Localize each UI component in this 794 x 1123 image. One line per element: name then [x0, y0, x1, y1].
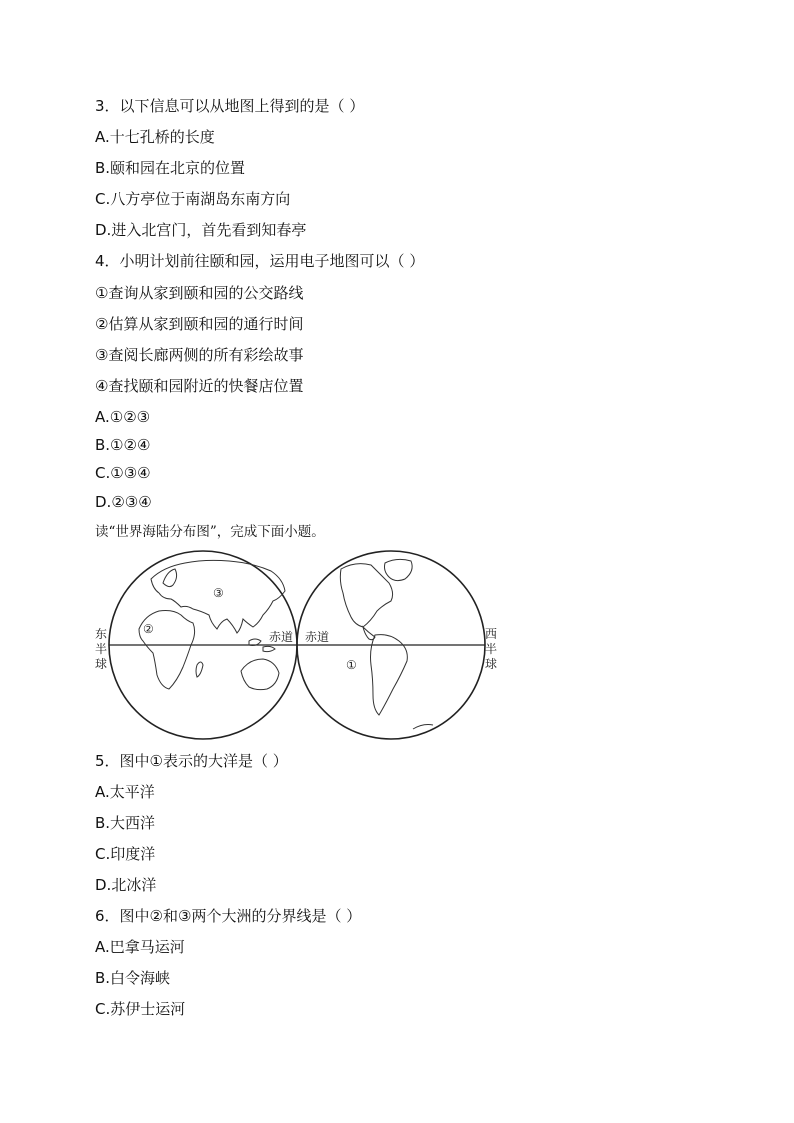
q5-option-b: B.大西洋 — [95, 814, 156, 832]
continent-marker-2: ② — [143, 622, 154, 636]
q6-option-c: C.苏伊士运河 — [95, 1000, 186, 1018]
australia-shape — [241, 659, 279, 690]
q6-stem: 6．图中②和③两个大洲的分界线是（ ） — [95, 907, 362, 925]
equator-label-east: 赤道 — [269, 630, 294, 644]
q5-option-c: C.印度洋 — [95, 845, 156, 863]
west-hemisphere-label-char1: 西 — [485, 627, 498, 641]
greenland-shape — [385, 559, 413, 580]
world-land-sea-map — [93, 549, 503, 741]
west-hemisphere-label-char3: 球 — [485, 657, 498, 671]
q4-option-b: B.①②④ — [95, 436, 151, 454]
q6-option-b: B.白令海峡 — [95, 969, 171, 987]
south-america-shape — [371, 635, 408, 715]
q4-option-c: C.①③④ — [95, 464, 151, 482]
q4-option-d: D.②③④ — [95, 493, 152, 511]
madagascar-shape — [196, 662, 203, 677]
q3-option-a: A.十七孔桥的长度 — [95, 128, 215, 146]
continent-marker-3: ③ — [213, 586, 224, 600]
q4-option-a: A.①②③ — [95, 408, 151, 426]
north-america-shape — [340, 564, 392, 627]
east-hemisphere-label-char2: 半 — [95, 642, 108, 656]
scandinavia-shape — [163, 569, 177, 587]
east-hemisphere-label-char1: 东 — [95, 627, 108, 641]
q5-option-a: A.太平洋 — [95, 783, 155, 801]
q5-stem: 5．图中①表示的大洋是（ ） — [95, 752, 288, 770]
map-intro: 读“世界海陆分布图”，完成下面小题。 — [95, 524, 325, 540]
q3-option-b: B.颐和园在北京的位置 — [95, 159, 246, 177]
q4-statement-3: ③查阅长廊两侧的所有彩绘故事 — [95, 346, 304, 364]
q6-option-a: A.巴拿马运河 — [95, 938, 185, 956]
central-america-shape — [363, 627, 375, 640]
q4-statement-1: ①查询从家到颐和园的公交路线 — [95, 284, 304, 302]
q4-statement-4: ④查找颐和园附近的快餐店位置 — [95, 377, 304, 395]
east-hemisphere-label-char3: 球 — [95, 657, 108, 671]
west-hemisphere-label-char2: 半 — [485, 642, 498, 656]
q4-statement-2: ②估算从家到颐和园的通行时间 — [95, 315, 304, 333]
antarctica-edge-shape — [413, 725, 433, 730]
ocean-marker-1: ① — [346, 658, 357, 672]
equator-label-west: 赤道 — [305, 630, 330, 644]
q3-option-d: D.进入北宫门，首先看到知春亭 — [95, 221, 307, 239]
q4-stem: 4．小明计划前往颐和园，运用电子地图可以（ ） — [95, 252, 425, 270]
q3-stem: 3．以下信息可以从地图上得到的是（ ） — [95, 97, 365, 115]
q3-option-c: C.八方亭位于南湖岛东南方向 — [95, 190, 291, 208]
q5-option-d: D.北冰洋 — [95, 876, 157, 894]
